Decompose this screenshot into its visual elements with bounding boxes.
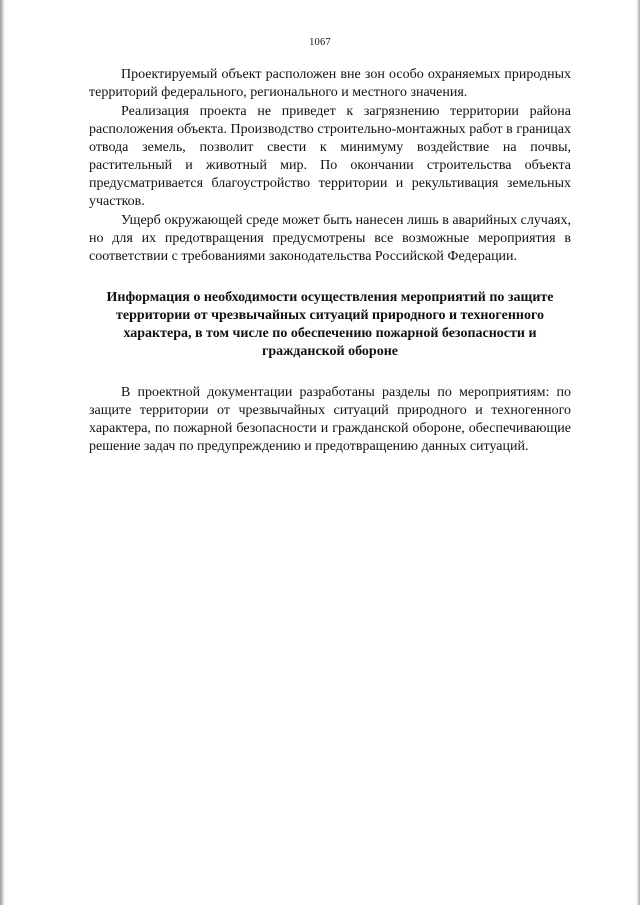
paragraph-damage-emergencies: Ущерб окружающей среде может быть нанесен лишь в аварийных случаях, но для их предотвращения предусмотрены все возможные мероприятия в соответствии с требованиями законодательства Российской Федерации. (89, 213, 571, 264)
scan-edge-right (636, 0, 640, 905)
page-number: 1067 (309, 37, 331, 48)
document-body (89, 66, 571, 456)
section-heading: Информация о необходимости осуществления мероприятий по защите территории от чрезвычайных ситуаций природного и техногенного характера, в том числе по обеспечению пожарной безопасности и гражданской обороне (106, 290, 554, 359)
scan-edge-left (0, 0, 5, 905)
paragraph-emergency-measures: В проектной документации разработаны разделы по мероприятиям: по защите территории от чрезвычайных ситуаций природного и техногенного характера, по пожарной безопасности и гражданской обороне, обеспечивающие решение задач по предупреждению и предотвращению данных ситуаций. (89, 385, 571, 454)
paragraph-protected-areas: Проектируемый объект расположен вне зон особо охраняемых природных территорий федерального, регионального и местного значения. (89, 67, 571, 100)
paragraph-no-pollution: Реализация проекта не приведет к загрязнению территории района расположения объекта. Производство строительно-монтажных работ в границах отвода земель, позволит свести к минимуму воздействие на почвы, растительный и животный мир. По окончании строительства объекта предусматривается благоустройство территории и рекультивация земельных участков. (89, 104, 571, 209)
